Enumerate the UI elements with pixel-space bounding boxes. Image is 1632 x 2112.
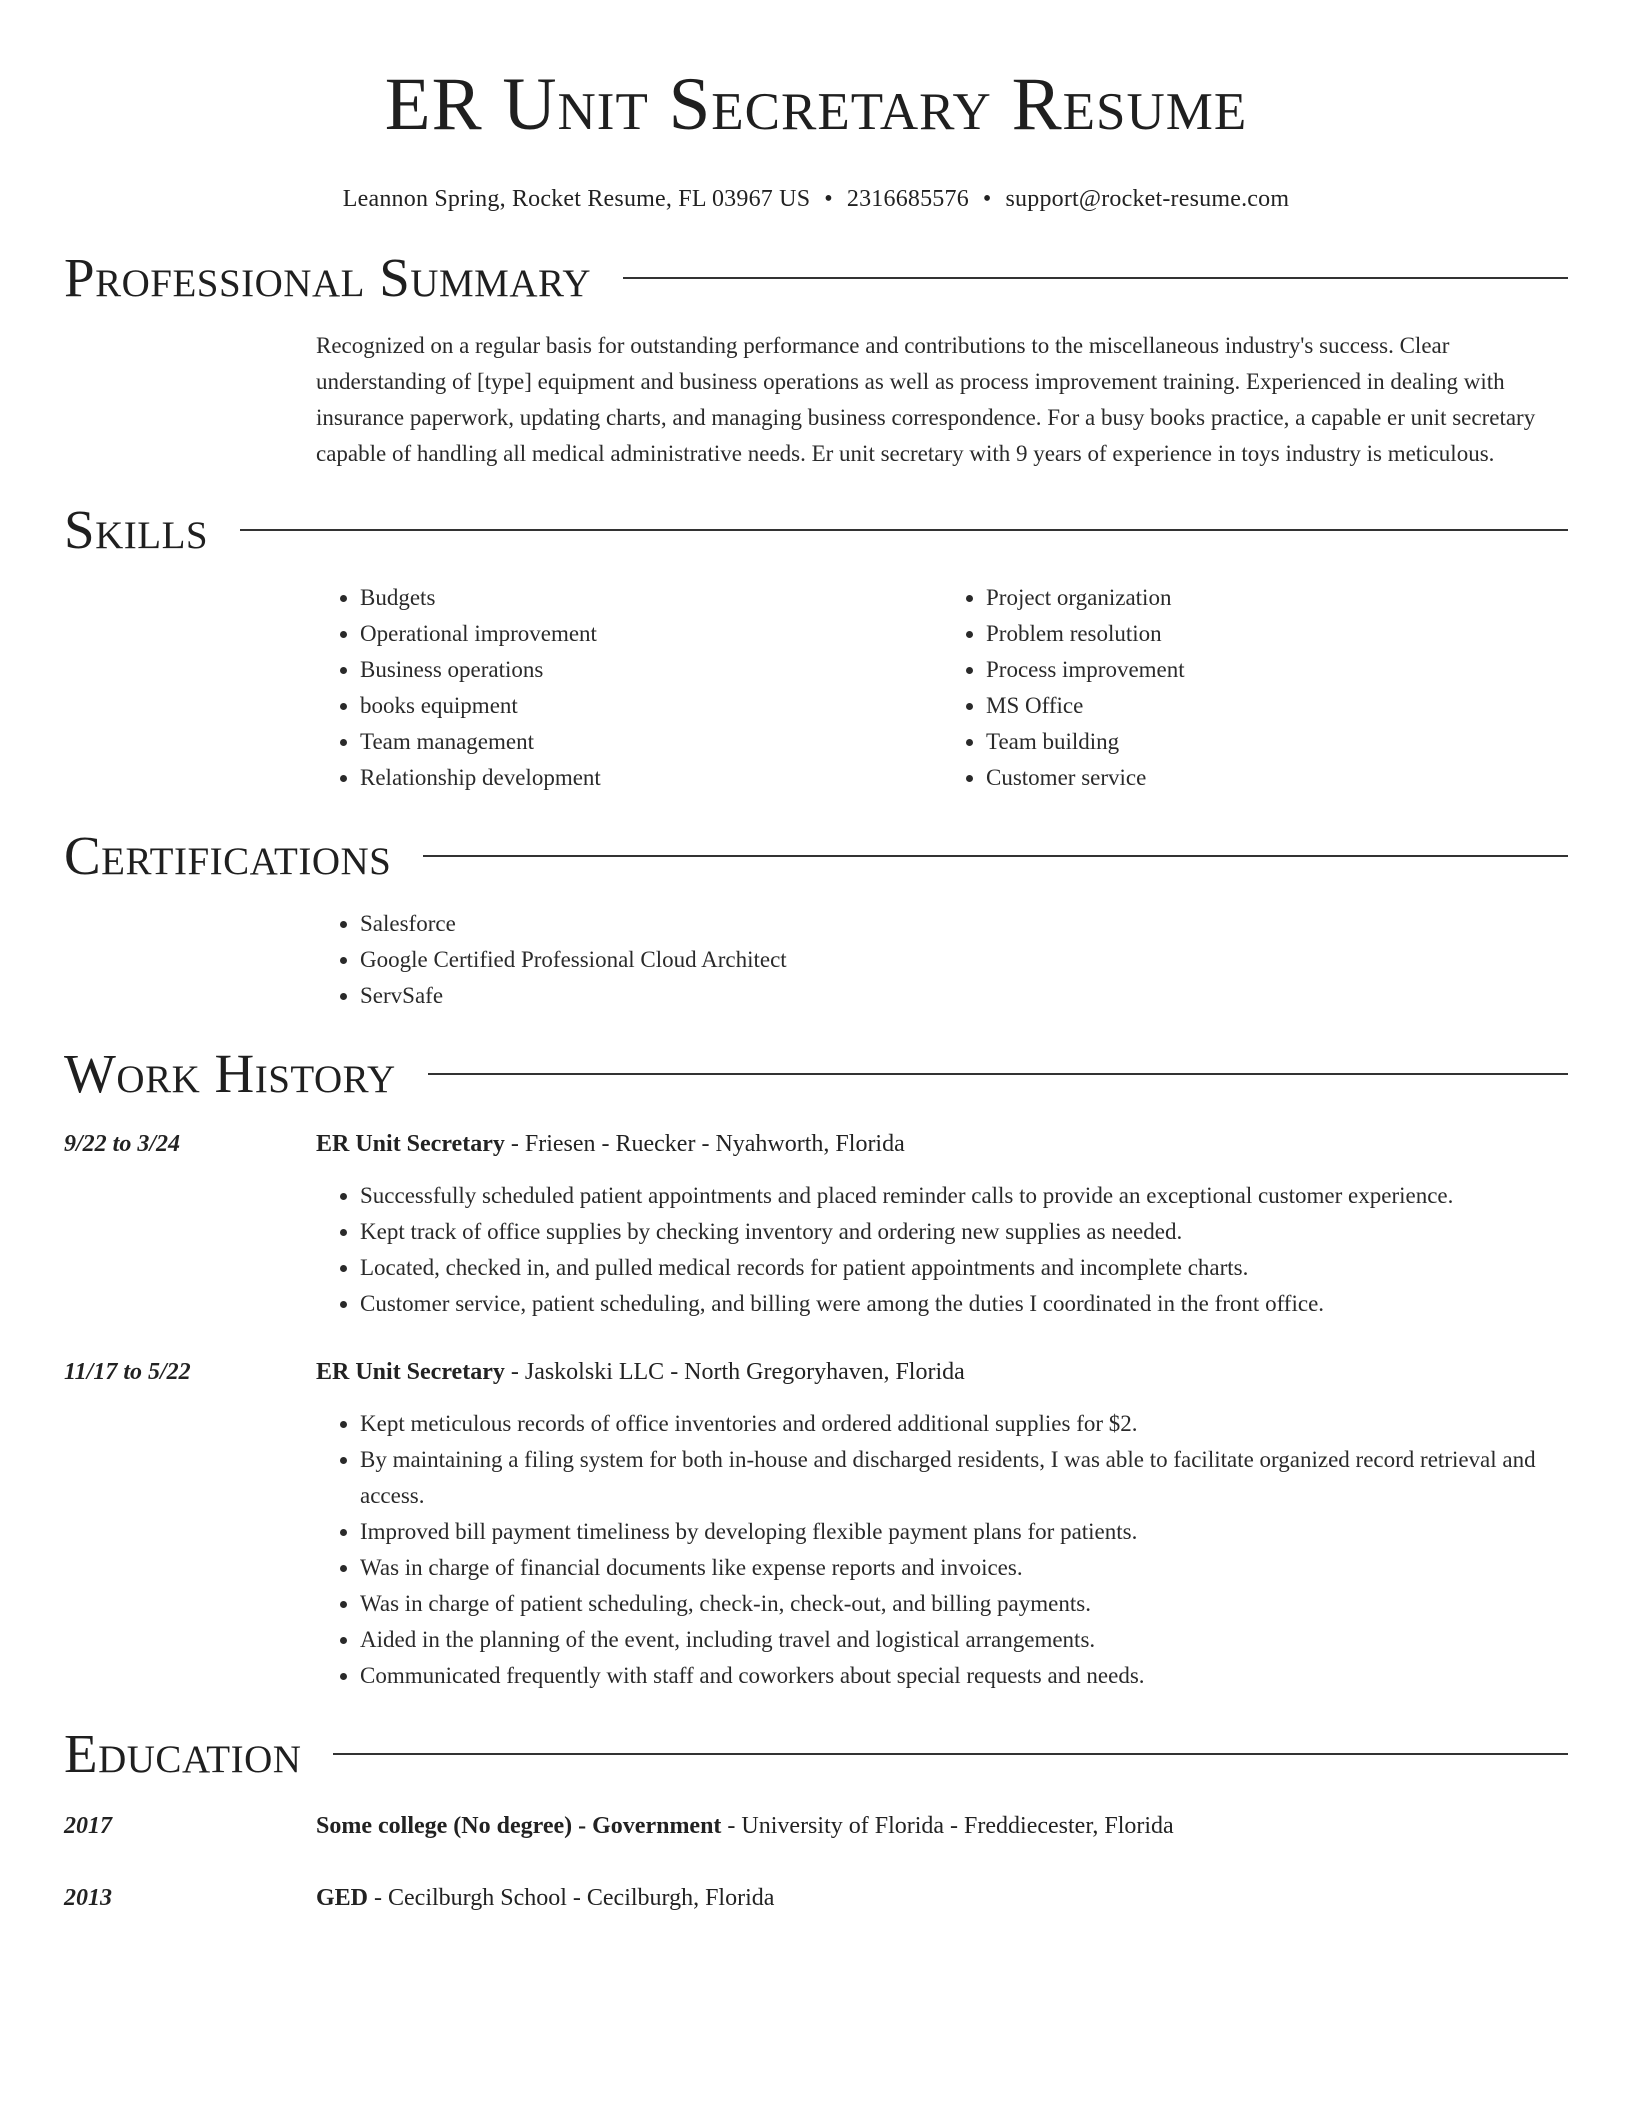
job-dates: 9/22 to 3/24 (64, 1131, 181, 1157)
section-header-skills (64, 500, 1568, 560)
resume-title: ER Unit Secretary Resume (384, 63, 1248, 146)
job-heading (316, 1354, 1568, 1390)
section-header-certifications (64, 826, 1568, 886)
job-duty: • Was in charge of patient scheduling, check-in, check-out, and billing payments. (360, 1586, 1568, 1622)
skill-item: • Operational improvement (360, 616, 942, 652)
section-divider (333, 1753, 1568, 1755)
job-duty: • Kept track of office supplies by checking inventory and ordering new supplies as needed. (360, 1214, 1568, 1250)
job-entry (64, 1126, 1568, 1322)
contact-address: Leannon Spring, Rocket Resume, FL 03967 US (342, 186, 811, 212)
job-dates: 11/17 to 5/22 (64, 1359, 191, 1385)
education-school: - University of Florida - Freddiecester, Florida (721, 1813, 1174, 1839)
education-year: 2013 (64, 1885, 112, 1911)
contact-separator: • (982, 186, 992, 212)
education-heading (316, 1808, 1174, 1844)
skills-column-left (316, 580, 942, 796)
summary-text: Recognized on a regular basis for outstanding performance and contributions to the miscellaneous industry's success. Clear understanding of [type] equipment and business operations as well as process improvement training. Experienced in dealing with insurance paperwork, updating charts, and managing business correspondence. For a busy books practice, a capable er unit secretary capable of handling all medical administrative needs. Er unit secretary with 9 years of experience in toys industry is meticulous. (316, 333, 1536, 466)
job-duty: • Communicated frequently with staff and coworkers about special requests and needs. (360, 1658, 1568, 1694)
skill-item: • Process improvement (986, 652, 1568, 688)
job-heading (316, 1126, 1568, 1162)
section-header-summary (64, 248, 1568, 308)
job-duty: • Aided in the planning of the event, including travel and logistical arrangements. (360, 1622, 1568, 1658)
education-heading (316, 1880, 774, 1916)
education-year: 2017 (64, 1813, 112, 1839)
skill-item: • Business operations (360, 652, 942, 688)
education-school: - Cecilburgh School - Cecilburgh, Florida (368, 1885, 775, 1911)
certification-item: • Google Certified Professional Cloud Architect (360, 942, 1568, 978)
job-duty: • Kept meticulous records of office inventories and ordered additional supplies for $2. (360, 1406, 1568, 1442)
job-duty: • Customer service, patient scheduling, and billing were among the duties I coordinated in the front office. (360, 1286, 1568, 1322)
skill-item: • Customer service (986, 760, 1568, 796)
contact-separator: • (824, 186, 833, 212)
job-duty: • By maintaining a filing system for both in-house and discharged residents, I was able to facilitate organized record retrieval and access. (360, 1442, 1568, 1514)
job-title: ER Unit Secretary (316, 1359, 505, 1385)
section-title-education: Education (64, 1723, 302, 1784)
contact-phone: 2316685576 (846, 186, 969, 212)
section-title-skills: Skills (64, 499, 209, 560)
section-divider (428, 1073, 1568, 1075)
contact-line (64, 184, 1568, 214)
job-duty: • Improved bill payment timeliness by developing flexible payment plans for patients. (360, 1514, 1568, 1550)
skill-item: • Project organization (986, 580, 1568, 616)
education-entry (64, 1880, 1568, 1916)
skill-item: • Team building (986, 724, 1568, 760)
job-employer: - Friesen - Ruecker - Nyahworth, Florida (504, 1131, 905, 1157)
skill-item: • Budgets (360, 580, 942, 616)
section-title-certifications: Certifications (64, 825, 392, 886)
job-duties (316, 1406, 1568, 1694)
job-duty: • Successfully scheduled patient appointments and placed reminder calls to provide an exceptional customer experience. (360, 1178, 1568, 1214)
section-divider (240, 529, 1568, 531)
section-header-work-history (64, 1044, 1568, 1104)
job-duty: • Was in charge of financial documents like expense reports and invoices. (360, 1550, 1568, 1586)
job-employer: - Jaskolski LLC - North Gregoryhaven, Florida (504, 1359, 965, 1385)
skill-item: • Problem resolution (986, 616, 1568, 652)
skill-item: • MS Office (986, 688, 1568, 724)
skills-column-right (942, 580, 1568, 796)
section-divider (623, 277, 1568, 279)
section-title-work-history: Work History (64, 1043, 396, 1104)
education-degree: Some college (No degree) - Government (316, 1813, 722, 1839)
job-title: ER Unit Secretary (316, 1131, 505, 1157)
job-entry (64, 1354, 1568, 1694)
education-degree: GED (316, 1885, 369, 1911)
job-duties (316, 1178, 1568, 1322)
education-entry (64, 1808, 1568, 1844)
section-header-education (64, 1724, 1568, 1784)
contact-email: support@rocket-resume.com (1005, 186, 1290, 212)
section-divider (423, 855, 1568, 857)
certification-item: • ServSafe (360, 978, 1568, 1014)
skill-item: • Team management (360, 724, 942, 760)
job-duty: • Located, checked in, and pulled medical records for patient appointments and incomplete charts. (360, 1250, 1568, 1286)
certification-item: • Salesforce (360, 906, 1568, 942)
skills-list (316, 580, 1568, 796)
skill-item: • books equipment (360, 688, 942, 724)
skill-item: • Relationship development (360, 760, 942, 796)
certifications-list (316, 906, 1568, 1014)
section-title-summary: Professional Summary (64, 247, 592, 308)
